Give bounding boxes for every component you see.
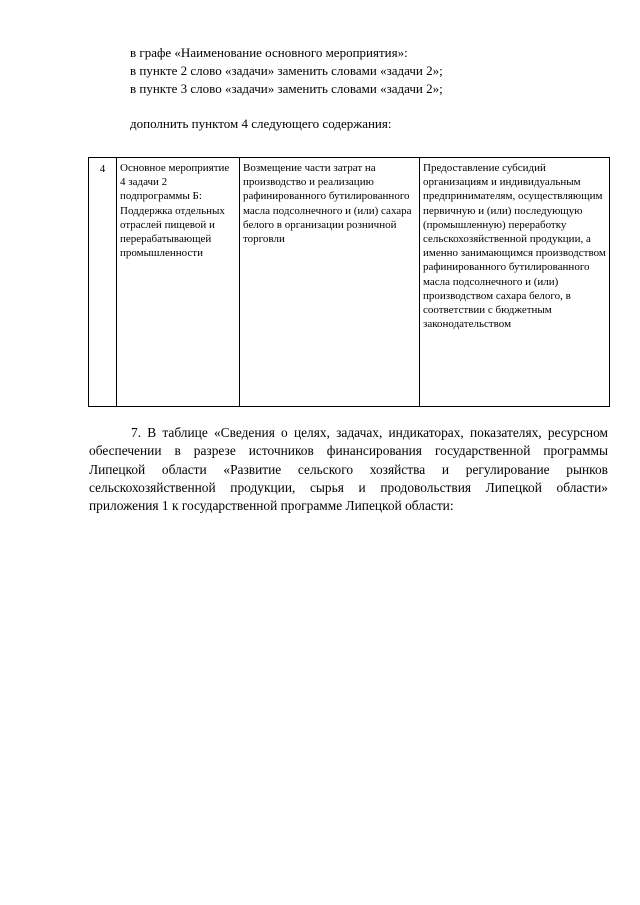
item-7-paragraph: 7. В таблице «Сведения о целях, задачах, индикаторах, показателях, ресурсном обеспечении в разрезе источников финансирования государственной программы Липецкой области «Развитие сельского хозяйства и регулирование рынков сельскохозяйственной продукции, сырья и продовольствия Липецкой области» приложения 1 к государственной программе Липецкой области: bbox=[89, 425, 608, 514]
table-row bbox=[89, 158, 610, 407]
intro-line: дополнить пунктом 4 следующего содержания: bbox=[130, 116, 392, 131]
description-cell: Предоставление субсидий организациям и индивидуальным предпринимателям, осуществляющим первичную и (или) последующую (промышленную) переработку сельскохозяйственной продукции, а именно занимающимся производством рафинированного бутилированного масла подсолнечного и (или) производством сахара белого, в соответствии с бюджетным законодательством bbox=[420, 158, 610, 407]
amendment-table bbox=[88, 157, 610, 407]
purpose-cell: Возмещение части затрат на производство и реализацию рафинированного бутилированного масла подсолнечного и (или) сахара белого в организации розничной торговли bbox=[240, 158, 420, 407]
intro-line: в графе «Наименование основного мероприятия»: bbox=[130, 45, 408, 60]
measure-cell: Основное мероприятие 4 задачи 2 подпрограммы Б: Поддержка отдельных отраслей пищевой и перерабатывающей промышленности bbox=[117, 158, 240, 407]
row-number-cell: 4 bbox=[89, 158, 117, 407]
intro-line: в пункте 3 слово «задачи» заменить словами «задачи 2»; bbox=[130, 81, 443, 96]
paragraph-gap bbox=[130, 98, 443, 115]
intro-line: в пункте 2 слово «задачи» заменить словами «задачи 2»; bbox=[130, 63, 443, 78]
intro-block bbox=[130, 44, 443, 133]
